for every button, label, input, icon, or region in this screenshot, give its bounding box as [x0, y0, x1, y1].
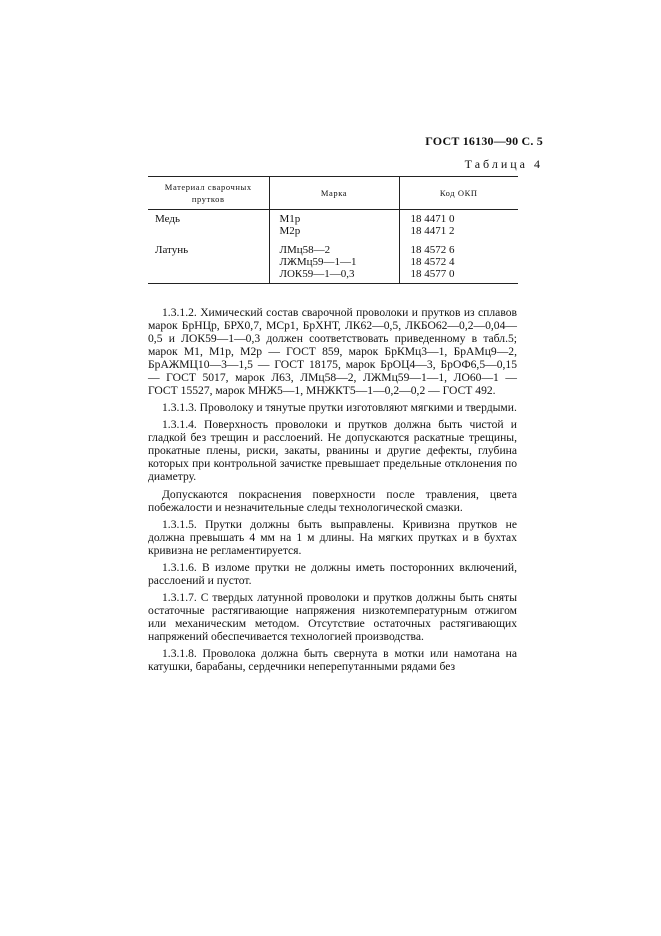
- code-value: 18 4471 2: [410, 225, 455, 237]
- column-header-material: Материал сварочных прутков: [148, 177, 269, 210]
- code-value: 18 4471 0: [410, 213, 455, 225]
- grade-value: М1р: [279, 213, 301, 225]
- page-header: ГОСТ 16130—90 С. 5: [425, 134, 543, 148]
- table-caption: Таблица 4: [464, 157, 543, 171]
- table-row: [148, 237, 518, 284]
- paragraph-1-3-1-5: 1.3.1.5. Прутки должны быть выправлены. Кривизна прутков не должна превышать 4 мм на 1 м длины. На мягких прутках и в бухтах кривизна не регламентируется.: [148, 518, 517, 557]
- cell-grades: [269, 210, 399, 238]
- cell-material: Медь: [155, 213, 180, 225]
- paragraph-1-3-1-8: 1.3.1.8. Проволока должна быть свернута в мотки или намотана на катушки, барабаны, сердечники неперепутанными рядами без: [148, 647, 517, 673]
- cell-codes: [399, 237, 518, 284]
- material-table: [148, 176, 518, 284]
- paragraph-1-3-1-4: 1.3.1.4. Поверхность проволоки и прутков должна быть чистой и гладкой без трещин и расслоений. Не допускаются раскатные трещины, прокатные плены, риски, закаты, рванины и другие дефекты, глубина которых при контрольной зачистке превышает предельные отклонения по диаметру.: [148, 418, 517, 483]
- grade-value: ЛМц58—2: [279, 244, 331, 256]
- grade-value: ЛОК59—1—0,3: [279, 268, 355, 280]
- paragraph-surface-note: Допускаются покраснения поверхности после травления, цвета побежалости и незначительные следы технологической смазки.: [148, 488, 517, 514]
- cell-material: Латунь: [148, 237, 269, 284]
- cell-codes: [399, 210, 518, 238]
- paragraph-1-3-1-3: 1.3.1.3. Проволоку и тянутые прутки изготовляют мягкими и твердыми.: [162, 401, 517, 414]
- grade-value: ЛЖМц59—1—1: [279, 256, 357, 268]
- grade-value: М2р: [279, 225, 301, 237]
- table-row: [148, 210, 518, 238]
- paragraph-1-3-1-6: 1.3.1.6. В изломе прутки не должны иметь посторонних включений, расслоений и пустот.: [148, 561, 517, 587]
- table-header-row: [148, 177, 518, 210]
- code-value: 18 4577 0: [410, 268, 455, 280]
- cell-grades: [269, 237, 399, 284]
- column-header-grade: Марка: [269, 177, 399, 210]
- code-value: 18 4572 4: [410, 256, 455, 268]
- code-value: 18 4572 6: [410, 244, 455, 256]
- body-text: [148, 306, 517, 677]
- paragraph-1-3-1-7: 1.3.1.7. С твердых латунной проволоки и прутков должны быть сняты остаточные растягивающие напряжения низкотемпературным отжигом или механическим методом. Отсутствие остаточных растягивающих напряжений обеспечивается технологией производства.: [148, 591, 517, 643]
- column-header-code: Код ОКП: [399, 177, 518, 210]
- paragraph-1-3-1-2: 1.3.1.2. Химический состав сварочной проволоки и прутков из сплавов марок БрНЦр, БРХ0,7, МСр1, БрХНТ, ЛК62—0,5, ЛКБО62—0,2—0,04—0,5 и ЛОК59—1—0,3 должен соответствовать приведенному в табл.5; марок М1, М1р, М2р — ГОСТ 859, марок БрКМц3—1, БрАМц9—2, БрАЖМЦ10—3—1,5 — ГОСТ 18175, марок БрОЦ4—3, БрОФ6,5—0,15 — ГОСТ 5017, марок Л63, ЛМц58—2, ЛЖМц59—1—1, ЛО60—1 — ГОСТ 15527, марок МНЖ5—1, МНЖКТ5—1—0,2—0,2 — ГОСТ 492.: [148, 306, 517, 397]
